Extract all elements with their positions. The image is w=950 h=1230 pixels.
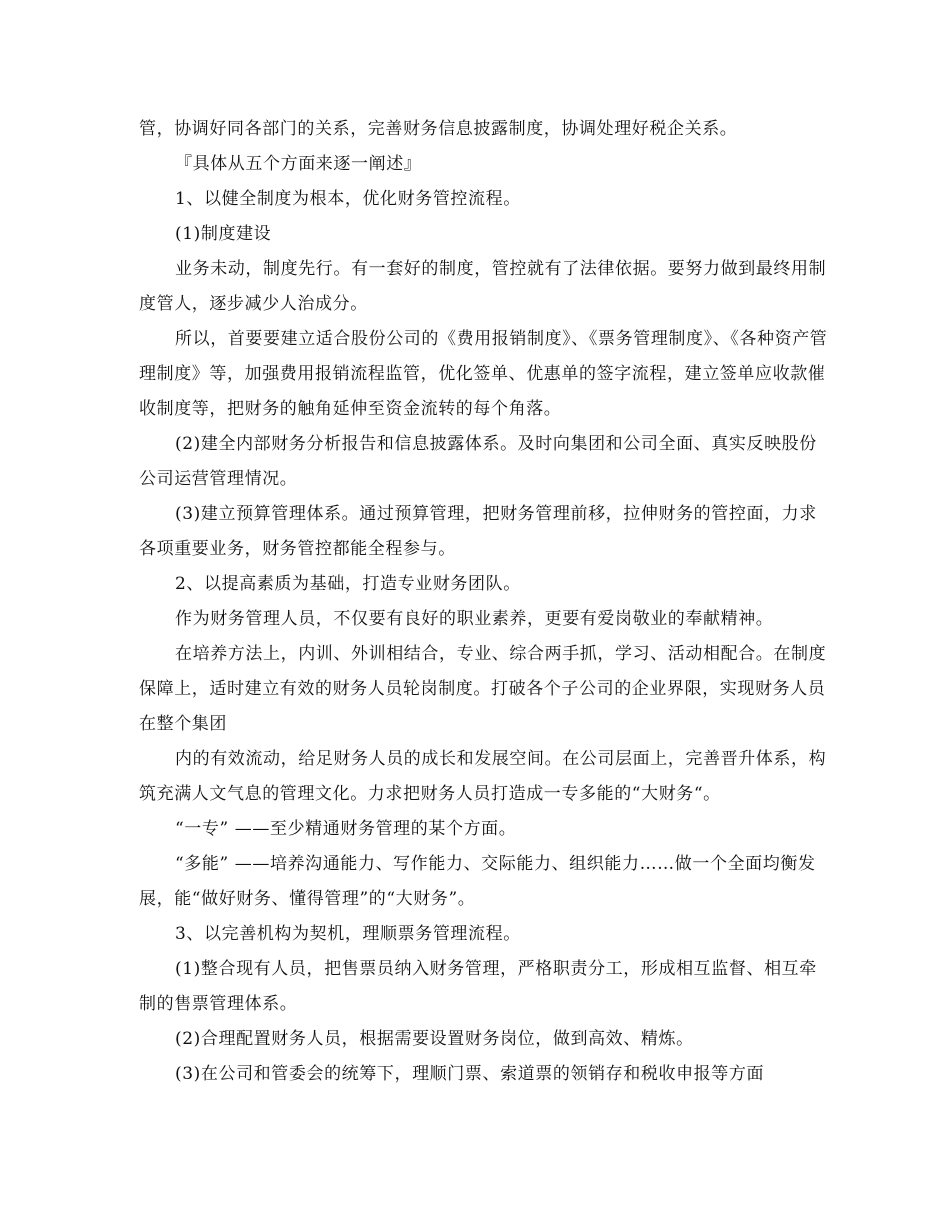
paragraph: 作为财务管理人员，不仅要有良好的职业素养，更要有爱岗敬业的奉献精神。 <box>175 609 774 629</box>
section-heading: 1、以健全制度为根本，优化财务管控流程。 <box>175 189 521 209</box>
paragraph: (3)在公司和管委会的统筹下，理顺门票、索道票的领销存和税收申报等方面 <box>175 1064 765 1084</box>
paragraph: “多能” ——培养沟通能力、写作能力、交际能力、组织能力……做一个全面均衡发展，能“做好财务、懂得管理”的“大财务”。 <box>139 854 816 909</box>
subsection-heading: (1)制度建设 <box>175 224 272 244</box>
paragraph: 所以，首要要建立适合股份公司的《费用报销制度》、《票务管理制度》、《各种资产管理制度》等，加强费用报销流程监管，优化签单、优惠单的签字流程，建立签单应收款催收制度等，把财务的触角延伸至资金流转的每个角落。 <box>139 329 828 419</box>
paragraph: “一专” ——至少精通财务管理的某个方面。 <box>175 819 517 839</box>
paragraph: (3)建立预算管理体系。通过预算管理，把财务管理前移，拉伸财务的管控面，力求各项重要业务，财务管控都能全程参与。 <box>139 504 817 559</box>
paragraph: (2)建全内部财务分析报告和信息披露体系。及时向集团和公司全面、真实反映股份公司运营管理情况。 <box>139 434 817 489</box>
paragraph: 『具体从五个方面来逐一阐述』 <box>175 154 422 174</box>
paragraph: 管，协调好同各部门的关系，完善财务信息披露制度，协调处理好税企关系。 <box>139 119 738 139</box>
document-body <box>139 112 829 1092</box>
paragraph: 业务未动，制度先行。有一套好的制度，管控就有了法律依据。要努力做到最终用制度管人，逐步减少人治成分。 <box>139 259 827 314</box>
paragraph: (2)合理配置财务人员，根据需要设置财务岗位，做到高效、精炼。 <box>175 1029 694 1049</box>
paragraph: 在培养方法上，内训、外训相结合，专业、综合两手抓，学习、活动相配合。在制度保障上，适时建立有效的财务人员轮岗制度。打破各个子公司的企业界限，实现财务人员在整个集团 <box>139 644 827 734</box>
section-heading: 3、以完善机构为契机，理顺票务管理流程。 <box>175 924 521 944</box>
paragraph: 内的有效流动，给足财务人员的成长和发展空间。在公司层面上，完善晋升体系，构筑充满人文气息的管理文化。力求把财务人员打造成一专多能的“大财务“。 <box>139 749 827 804</box>
section-heading: 2、以提高素质为基础，打造专业财务团队。 <box>175 574 521 594</box>
paragraph: (1)整合现有人员，把售票员纳入财务管理，严格职责分工，形成相互监督、相互牵制的售票管理体系。 <box>139 959 817 1014</box>
